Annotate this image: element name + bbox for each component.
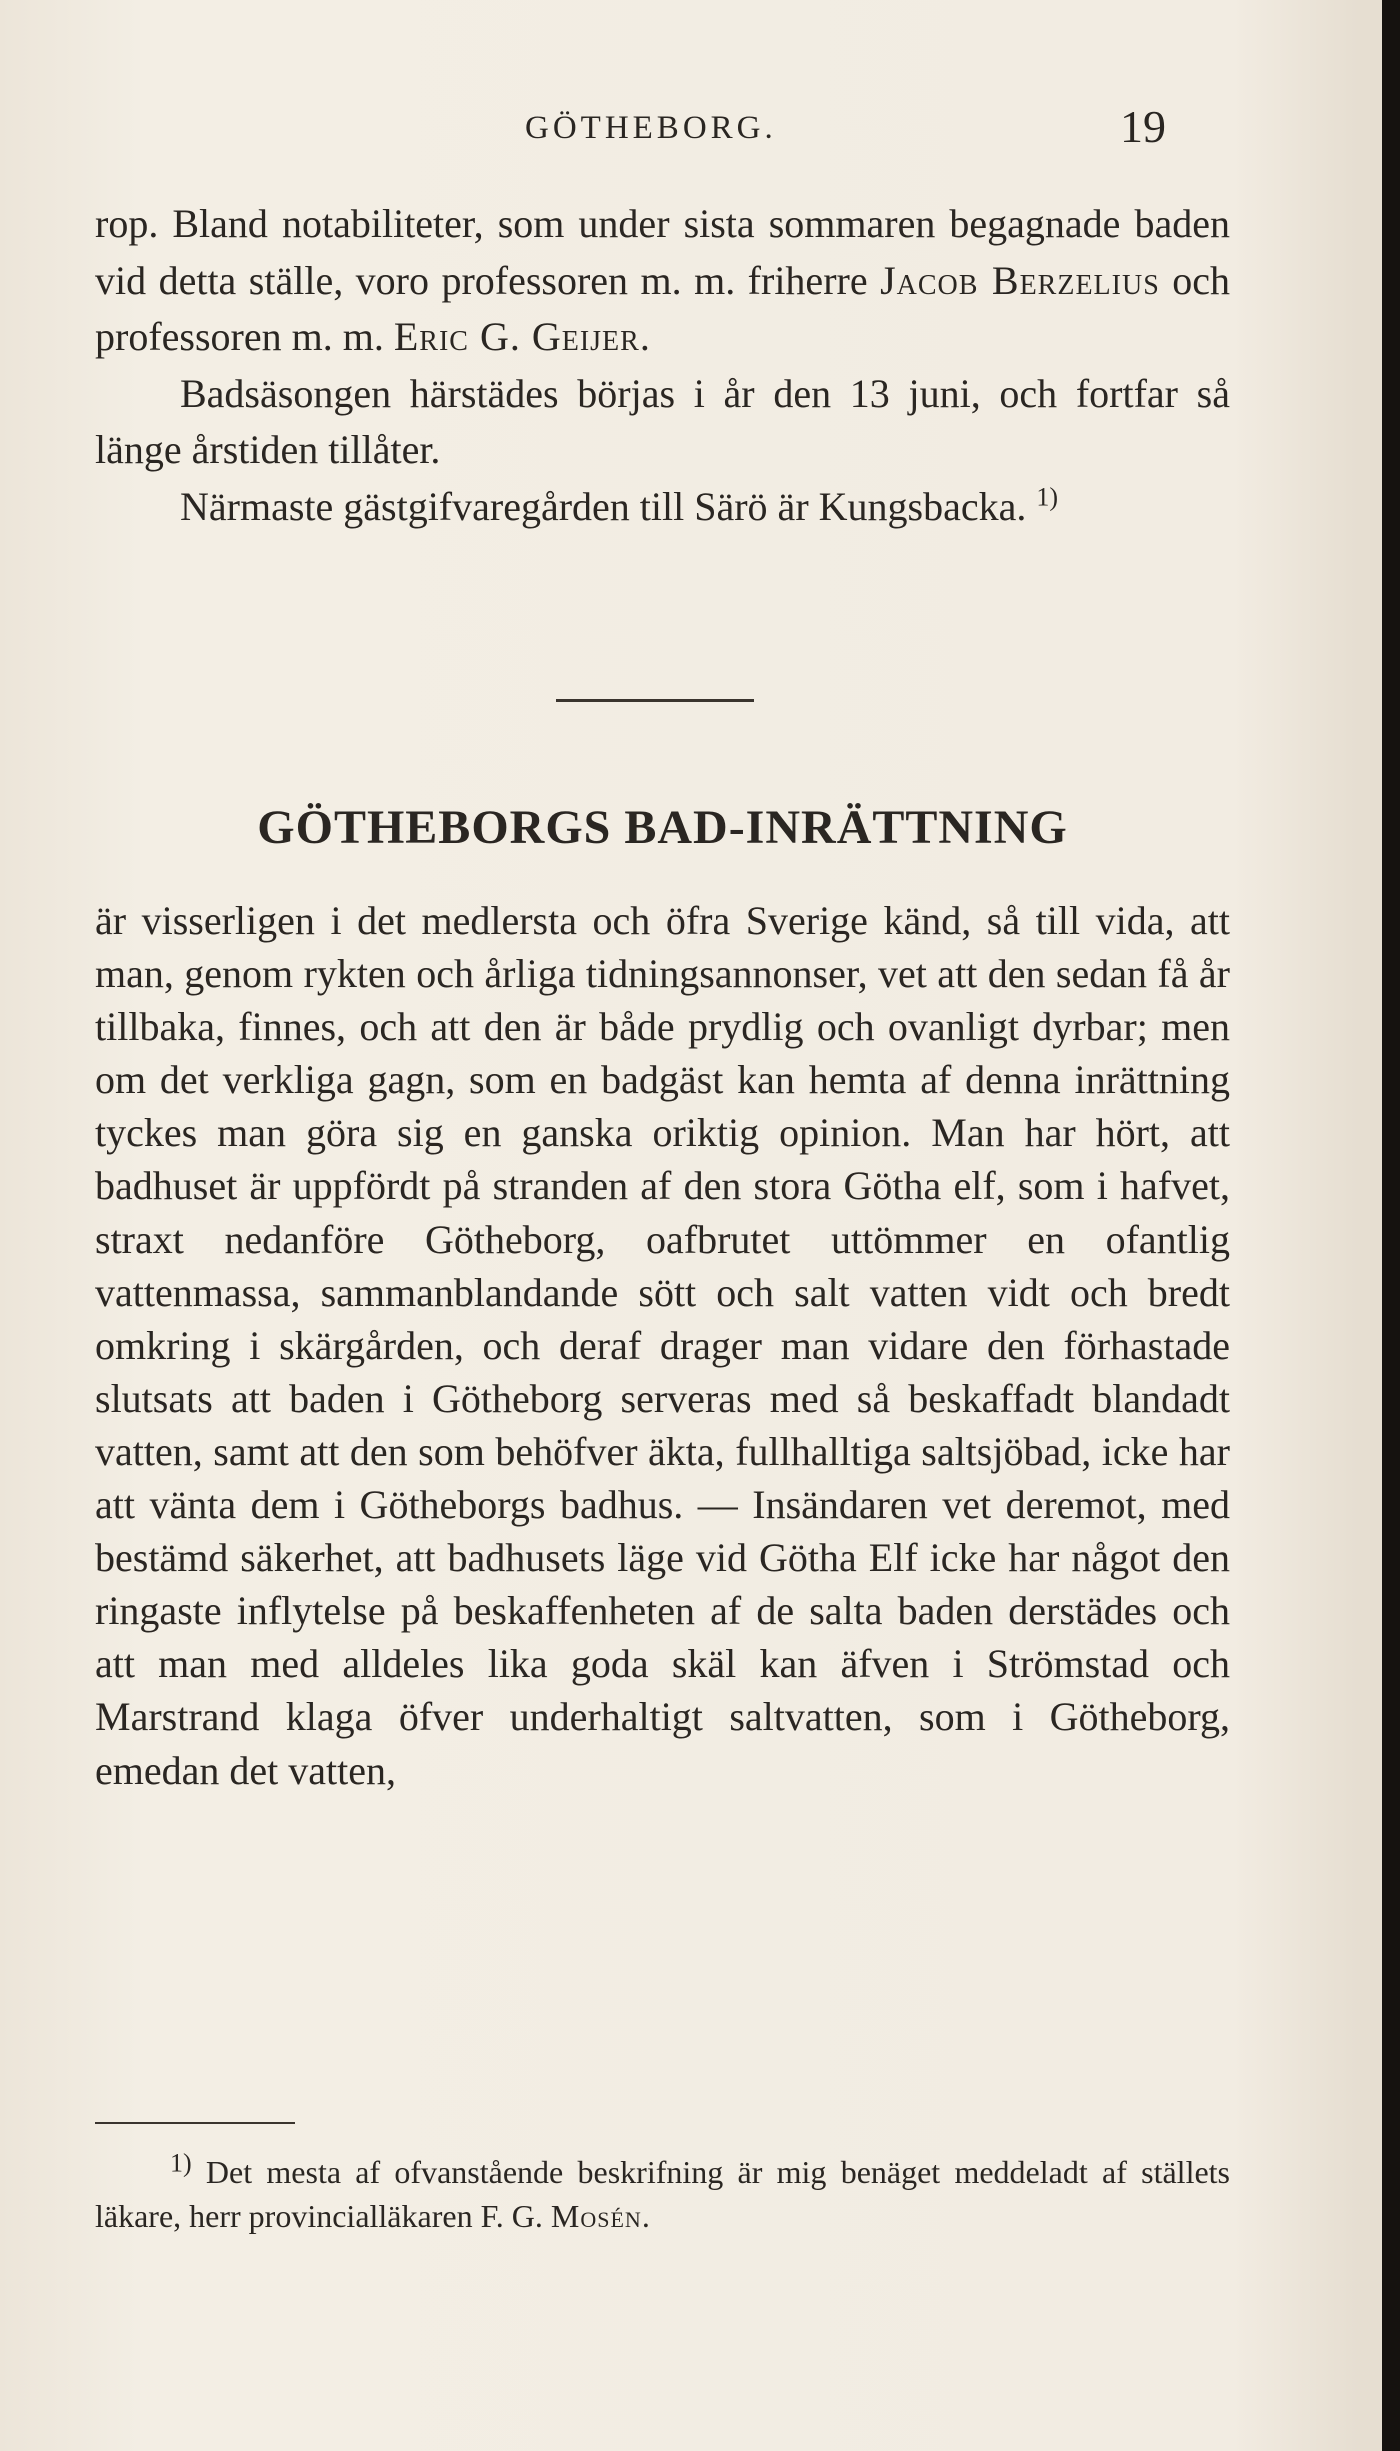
footnote-text: Det mesta af ofvanstående beskrifning är mig benäget meddeladt af ställets läkare, herr provincialläkaren F. G. bbox=[95, 2154, 1230, 2234]
top-section bbox=[95, 196, 1230, 535]
person-name-mosen: Mosén bbox=[550, 2198, 642, 2234]
main-text bbox=[95, 894, 1230, 1797]
paragraph-text: Närmaste gästgifvaregården till Särö är Kungsbacka. bbox=[180, 483, 1027, 529]
paragraph-inn bbox=[95, 479, 1230, 536]
paragraph-text: . bbox=[639, 314, 650, 359]
page-number: 19 bbox=[1120, 101, 1166, 152]
person-name-geijer: Eric G. Geijer bbox=[393, 314, 640, 359]
footnote-divider bbox=[95, 2122, 295, 2124]
footnote-reference: 1) bbox=[1036, 482, 1059, 512]
paragraph-text: rop. Bland notabiliteter, som under sista sommaren begagnade baden vid detta ställe, voro professoren m. m. friherre bbox=[95, 201, 1230, 303]
footnote bbox=[95, 2150, 1230, 2238]
footnote-paragraph bbox=[95, 2150, 1230, 2238]
footnote-marker: 1) bbox=[170, 2148, 192, 2178]
paragraph-season: Badsäsongen härstädes börjas i år den 13 juni, och fortfar så länge årstiden tillåter. bbox=[95, 370, 1230, 472]
running-title: GÖTHEBORG. bbox=[525, 110, 777, 146]
paragraph-main: är visserligen i det medlersta och öfra Sverige känd, så till vida, att man, genom rykten och årliga tidningsannonser, vet att den sedan få år tillbaka, finnes, och att den är både prydlig och ovanligt dyrbar; men om det verkliga gagn, som en badgäst kan hemta af denna inrättning tyckes man göra sig en ganska oriktig opinion. Man har hört, att badhuset är uppfördt på stranden af den stora Götha elf, som i hafvet, straxt nedanföre Götheborg, oafbrutet uttömmer en ofantlig vattenmassa, sammanblandande sött och salt vatten vidt och bredt omkring i skärgården, och deraf drager man vidare den förhastade slutsats att baden i Götheborg serveras med så beskaffadt blandadt vatten, samt att den som behöfver äkta, fullhalltiga saltsjöbad, icke har att vänta dem i Götheborgs badhus. — Insändaren vet deremot, med bestämd säkerhet, att badhusets läge vid Götha Elf icke har något den ringaste inflytelse på beskaffenheten af de salta baden derstädes och att man med alldeles lika goda skäl kan äfven i Strömstad och Marstrand klaga öfver underhaltigt saltvatten, som i Götheborg, emedan det vatten, bbox=[95, 898, 1230, 1793]
section-heading: GÖTHEBORGS BAD-INRÄTTNING bbox=[257, 801, 1068, 854]
running-head bbox=[0, 100, 1400, 160]
paragraph-notables bbox=[95, 196, 1230, 366]
person-name-berzelius: Jacob Berzelius bbox=[880, 257, 1160, 303]
paragraph-text: och professoren m. m. bbox=[95, 257, 1231, 359]
page-edge-shadow bbox=[1382, 0, 1400, 2451]
footnote-text: . bbox=[641, 2198, 650, 2234]
section-divider bbox=[556, 699, 754, 702]
